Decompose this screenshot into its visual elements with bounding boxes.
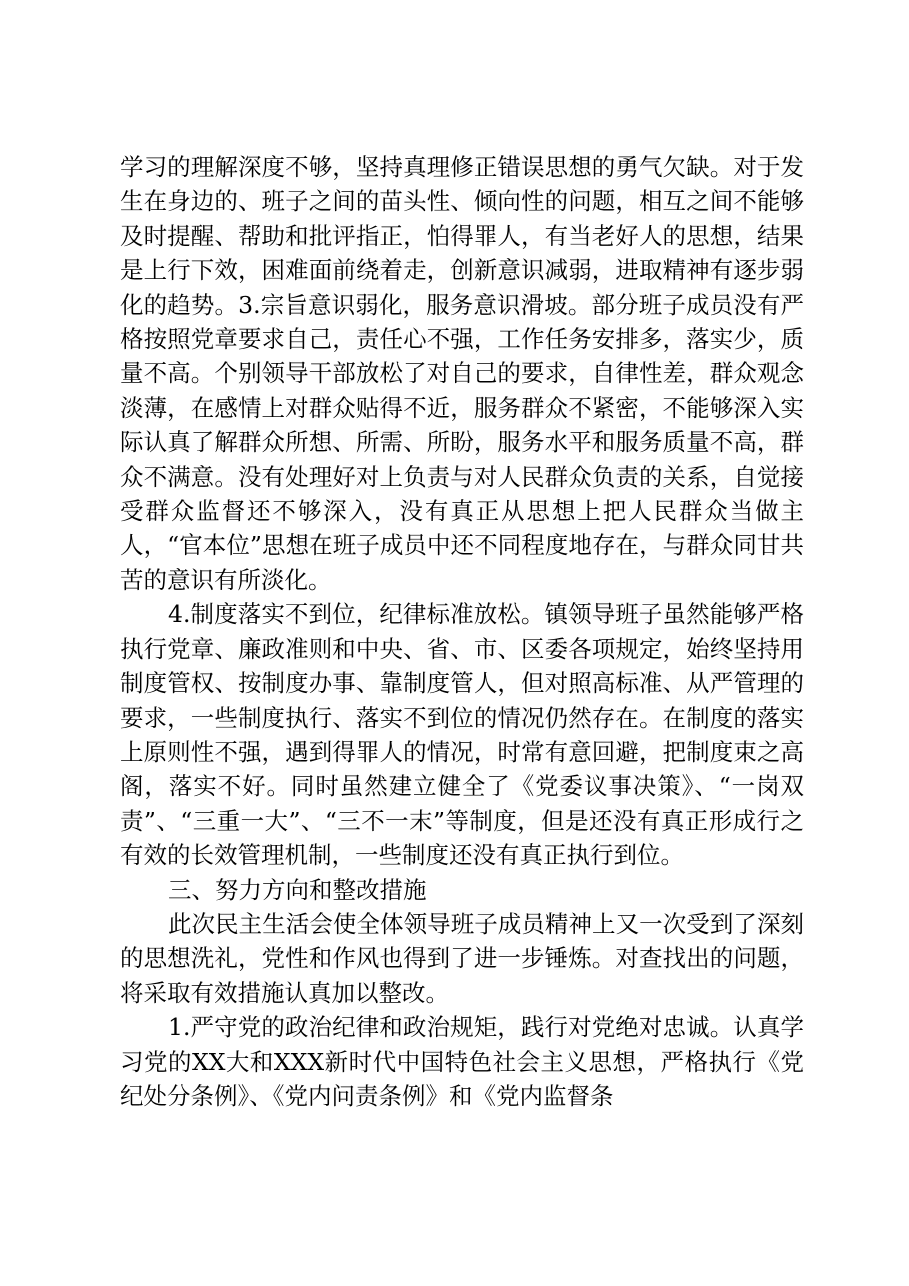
paragraph-political-discipline: 1.严守党的政治纪律和政治规矩，践行对党绝对忠诚。认真学习党的XX大和XXX新时代中国特色社会主义思想，严格执行《党纪处分条例》、《党内问责条例》和《党内监督条	[120, 1013, 804, 1110]
paragraph-continuation: 学习的理解深度不够，坚持真理修正错误思想的勇气欠缺。对于发生在身边的、班子之间的苗头性、倾向性的问题，相互之间不能够及时提醒、帮助和批评指正，怕得罪人，有当老好人的思想，结果是上行下效，困难面前绕着走，创新意识减弱，进取精神有逐步弱化的趋势。3.宗旨意识弱化，服务意识滑坡。部分班子成员没有严格按照党章要求自己，责任心不强，工作任务安排多，落实少，质量不高。个别领导干部放松了对自己的要求，自律性差，群众观念淡薄，在感情上对群众贴得不近，服务群众不紧密，不能够深入实际认真了解群众所想、所需、所盼，服务水平和服务质量不高，群众不满意。没有处理好对上负责与对人民群众负责的关系，自觉接受群众监督还不够深入，没有真正从思想上把人民群众当做主人，“官本位”思想在班子成员中还不同程度地存在，与群众同甘共苦的意识有所淡化。	[120, 153, 804, 594]
paragraph-institution-implementation: 4.制度落实不到位，纪律标准放松。镇领导班子虽然能够严格执行党章、廉政准则和中央、省、市、区委各项规定，始终坚持用制度管权、按制度办事、靠制度管人，但对照高标准、从严管理的要求，一些制度执行、落实不到位的情况仍然存在。在制度的落实上原则性不强，遇到得罪人的情况，时常有意回避，把制度束之高阁，落实不好。同时虽然建立健全了《党委议事决策》、“一岗双责”、“三重一大”、“三不一末”等制度，但是还没有真正形成行之有效的长效管理机制，一些制度还没有真正执行到位。	[120, 600, 804, 870]
section-heading: 三、努力方向和整改措施	[168, 875, 427, 904]
paragraph-democratic-meeting: 此次民主生活会使全体领导班子成员精神上又一次受到了深刻的思想洗礼，党性和作风也得到了进一步锤炼。对查找出的问题，将采取有效措施认真加以整改。	[120, 909, 804, 1007]
document-body	[120, 150, 804, 1113]
